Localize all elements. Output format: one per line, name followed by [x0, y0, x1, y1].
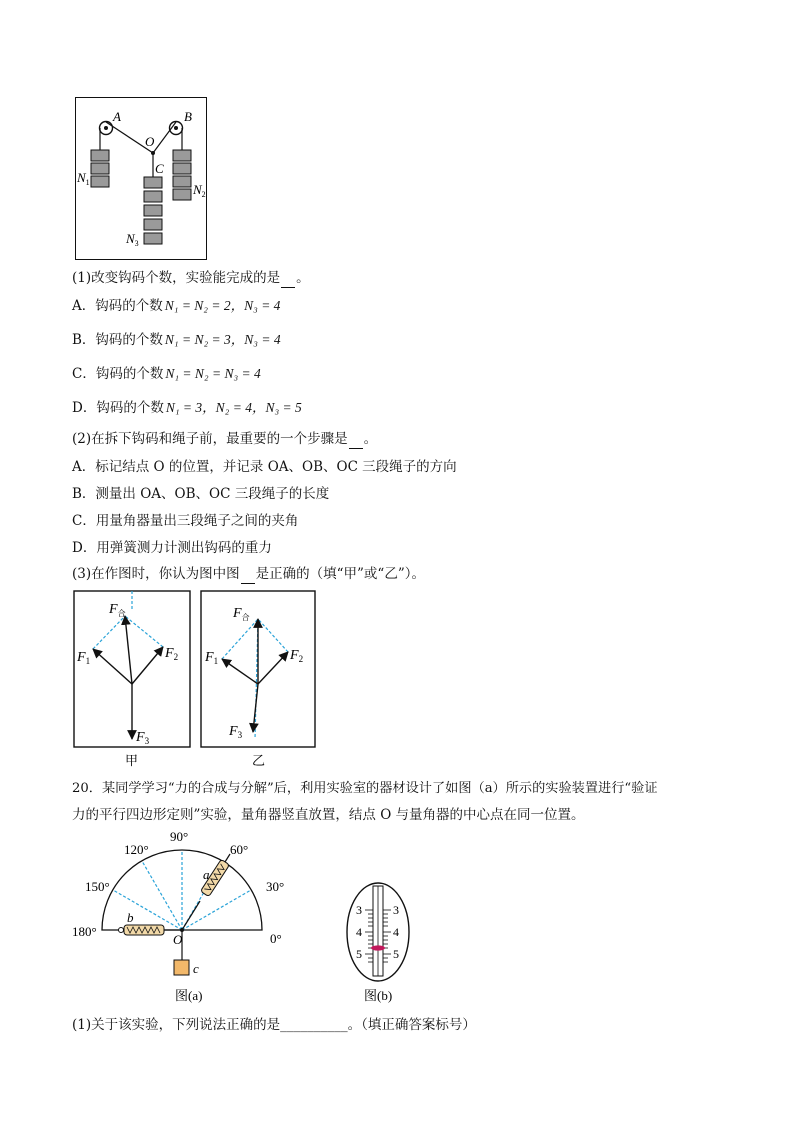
deg-60-label: 60° — [230, 842, 249, 857]
q1-option-a: A．钩码的个数 N₁ = N₂ = 2，N₃ = 4 — [72, 298, 281, 314]
q2-stem: (2)在拆下钩码和绳子前，最重要的一个步骤是 。 — [72, 431, 378, 447]
label-center-o: O — [173, 932, 183, 947]
spring-scale-a — [182, 854, 230, 930]
weights-n1 — [91, 150, 109, 187]
svg-text:F1: $F_1$ — [205, 650, 219, 666]
q1-option-b: B．钩码的个数 N₁ = N₂ = 3，N₃ = 4 — [72, 332, 281, 348]
protractor — [102, 850, 262, 930]
svg-text:F合: $F_合$ — [109, 602, 126, 618]
q1-option-d: D．钩码的个数 N₁ = 3，N₂ = 4，N₃ = 5 — [72, 400, 302, 416]
tick-right-3: 3 — [393, 903, 399, 917]
tick-right-5: 5 — [393, 947, 399, 961]
tick-left-3: 3 — [356, 903, 362, 917]
label-spring-a: a — [203, 867, 210, 882]
svg-text:F3: $F_3$ — [229, 724, 243, 740]
deg-120-label: 120° — [124, 842, 149, 857]
label-n2: $N_2$ — [193, 182, 206, 199]
deg-150-label: 150° — [85, 879, 110, 894]
pulley-figure — [75, 97, 207, 260]
label-b: B — [184, 109, 192, 124]
caption-yi: 乙 — [252, 753, 266, 768]
weights-n2 — [173, 150, 191, 200]
tick-left-4: 4 — [356, 925, 362, 939]
tick-right-4: 4 — [393, 925, 399, 939]
caption-a: 图(a) — [175, 988, 203, 1003]
scale-figure — [343, 880, 413, 1010]
q1-option-c: C．钩码的个数 N₁ = N₂ = N₃ = 4 — [72, 366, 261, 382]
diagram-yi — [201, 591, 315, 747]
caption-jia: 甲 — [125, 753, 139, 768]
q1-blank — [281, 269, 295, 288]
svg-text:F2: $F_2$ — [290, 648, 304, 664]
q20-line1: 20．某同学学习“力的合成与分解”后，利用实验室的器材设计了如图（a）所示的实验装置进行“验证 — [72, 781, 658, 796]
svg-text:F合: $F_合$ — [233, 606, 250, 622]
svg-text:F3: $F_3$ — [136, 730, 150, 746]
label-weight-c: c — [193, 961, 199, 976]
label-o: O — [145, 134, 155, 149]
svg-text:F2: $F_2$ — [165, 646, 179, 662]
q2-option-b: B．测量出 OA、OB、OC 三段绳子的长度 — [72, 486, 330, 502]
pulley-a — [100, 122, 113, 135]
protractor-figure — [72, 826, 312, 1010]
q2-option-a: A．标记结点 O 的位置，并记录 OA、OB、OC 三段绳子的方向 — [72, 459, 457, 475]
label-n3: $N_3$ — [126, 231, 139, 248]
q2-blank — [349, 430, 363, 449]
caption-b: 图(b) — [364, 988, 393, 1003]
diagram-jia — [74, 591, 190, 747]
q2-option-d: D．用弹簧测力计测出钩码的重力 — [72, 540, 272, 556]
deg-180-label: 180° — [72, 924, 97, 939]
svg-text:F1: $F_1$ — [77, 650, 91, 666]
label-a: A — [113, 109, 121, 124]
scale-readout — [347, 883, 409, 981]
weights-n3 — [144, 177, 162, 244]
deg-0-label: 0° — [270, 931, 282, 946]
q3-blank — [241, 565, 255, 584]
force-diagrams — [72, 589, 322, 771]
tick-left-5: 5 — [356, 947, 362, 961]
q3-stem: (3)在作图时，你认为图中图 是正确的（填“甲”或“乙”）。 — [72, 566, 425, 582]
q20-line2: 力的平行四边形定则”实验，量角器竖直放置，结点 O 与量角器的中心点在同一位置。 — [72, 807, 585, 823]
q1-stem: (1)改变钩码个数，实验能完成的是 。 — [72, 270, 310, 286]
q20-1-stem: (1)关于该实验，下列说法正确的是__________。（填正确答案标号） — [72, 1017, 476, 1033]
label-spring-b: b — [127, 910, 134, 925]
deg-90-label: 90° — [170, 829, 189, 844]
q2-option-c: C．用量角器量出三段绳子之间的夹角 — [72, 513, 299, 529]
label-c: C — [155, 161, 164, 176]
deg-30-label: 30° — [266, 879, 285, 894]
label-n1: $N_1$ — [77, 170, 90, 187]
